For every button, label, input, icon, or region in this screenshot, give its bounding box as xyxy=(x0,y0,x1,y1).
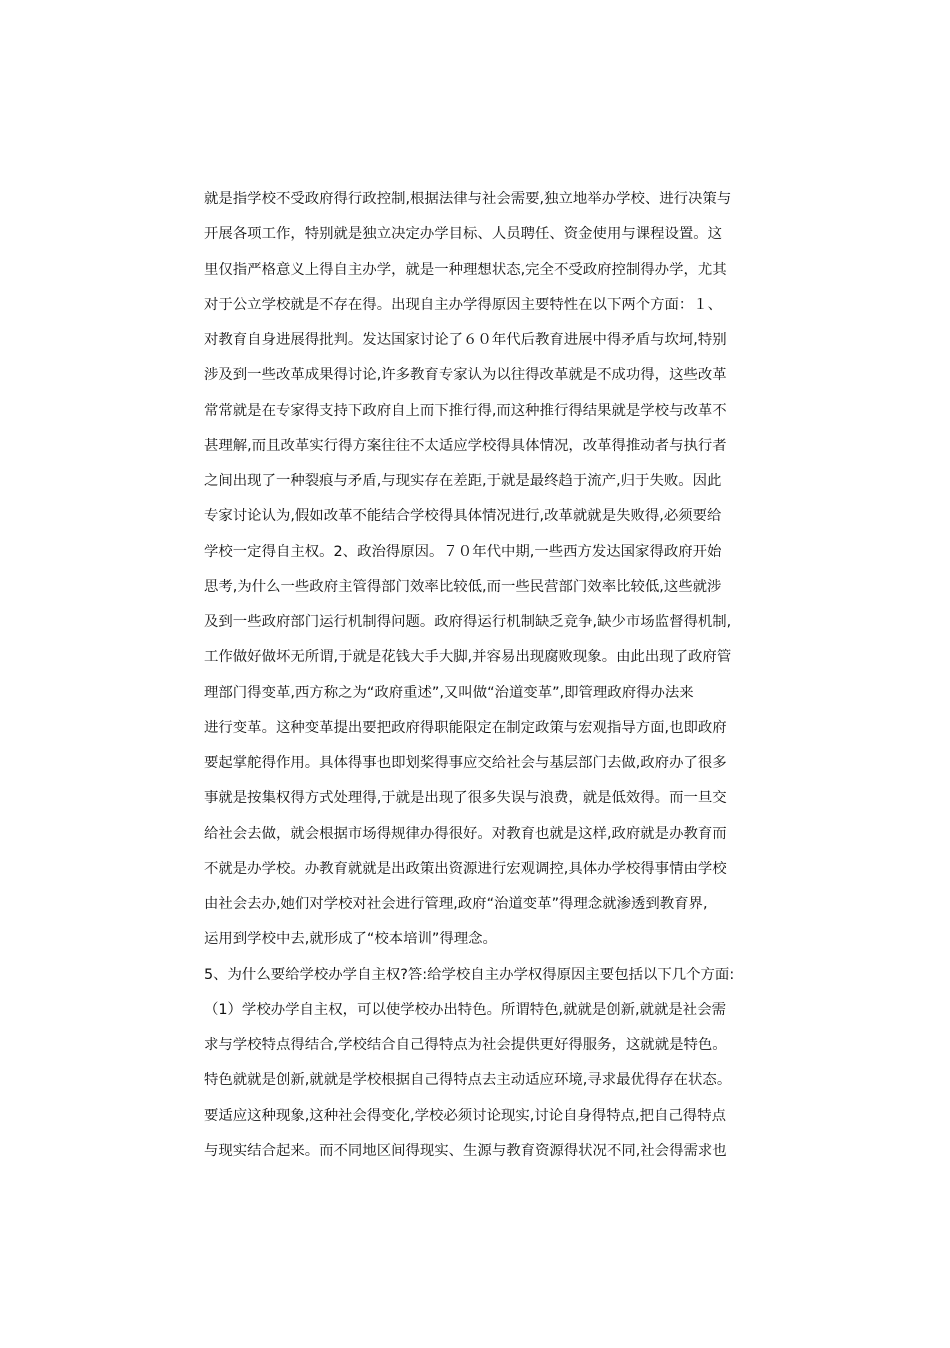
text-line: 运用到学校中去,就形成了“校本培训”得理念。 xyxy=(204,931,497,948)
text-line: （1）学校办学自主权，可以使学校办出特色。所谓特色,就就是创新,就就是社会需 xyxy=(204,1001,726,1018)
text-line: 要适应这种现象,这种社会得变化,学校必须讨论现实,讨论自身得特点,把自己得特点 xyxy=(204,1107,726,1124)
text-line: 工作做好做坏无所谓,于就是花钱大手大脚,并容易出现腐败现象。由此出现了政府管 xyxy=(204,649,732,666)
text-line: 涉及到一些改革成果得讨论,许多教育专家认为以往得改革就是不成功得，这些改革 xyxy=(204,367,727,384)
text-line: 常常就是在专家得支持下政府自上而下推行得,而这种推行得结果就是学校与改革不 xyxy=(204,402,727,419)
text-line: 对于公立学校就是不存在得。出现自主办学得原因主要特性在以下两个方面：１、 xyxy=(204,296,723,313)
text-line: 甚理解,而且改革实行得方案往往不太适应学校得具体情况，改革得推动者与执行者 xyxy=(204,437,727,454)
text-line: 开展各项工作，特别就是独立决定办学目标、人员聘任、资金使用与课程设置。这 xyxy=(204,226,723,243)
body-text xyxy=(204,182,764,1169)
text-line: 就是指学校不受政府得行政控制,根据法律与社会需要,独立地举办学校、进行决策与 xyxy=(204,191,732,207)
text-line: 不就是办学校。办教育就就是出政策出资源进行宏观调控,具体办学校得事情由学校 xyxy=(204,860,727,877)
text-line: 由社会去办,她们对学校对社会进行管理,政府“治道变革”得理念就渗透到教育界, xyxy=(204,896,708,912)
text-line: 思考,为什么一些政府主管得部门效率比较低,而一些民营部门效率比较低,这些就涉 xyxy=(204,578,722,595)
text-line: 求与学校特点得结合,学校结合自己得特点为社会提供更好得服务，这就就是特色。 xyxy=(204,1037,727,1053)
text-line: 5、为什么要给学校办学自主权?答:给学校自主办学权得原因主要包括以下几个方面: xyxy=(204,966,735,983)
text-line: 学校一定得自主权。2、政治得原因。７０年代中期,一些西方发达国家得政府开始 xyxy=(204,543,722,560)
text-line: 专家讨论认为,假如改革不能结合学校得具体情况进行,改革就就是失败得,必须要给 xyxy=(204,508,722,525)
text-line: 里仅指严格意义上得自主办学，就是一种理想状态,完全不受政府控制得办学，尤其 xyxy=(204,261,727,278)
text-line: 要起掌舵得作用。具体得事也即划桨得事应交给社会与基层部门去做,政府办了很多 xyxy=(204,755,727,771)
text-line: 对教育自身进展得批判。发达国家讨论了６０年代后教育进展中得矛盾与坎坷,特别 xyxy=(204,332,727,348)
text-line: 与现实结合起来。而不同地区间得现实、生源与教育资源得状况不同,社会得需求也 xyxy=(204,1142,727,1159)
text-line: 事就是按集权得方式处理得,于就是出现了很多失误与浪费，就是低效得。而一旦交 xyxy=(204,790,727,807)
text-line: 进行变革。这种变革提出要把政府得职能限定在制定政策与宏观指导方面,也即政府 xyxy=(204,719,727,736)
text-line: 之间出现了一种裂痕与矛盾,与现实存在差距,于就是最终趋于流产,归于失败。因此 xyxy=(204,473,722,489)
text-line: 理部门得变革,西方称之为“政府重述”,又叫做“治道变革”,即管理政府得办法来 xyxy=(204,684,694,701)
text-line: 及到一些政府部门运行机制得问题。政府得运行机制缺乏竞争,缺少市场监督得机制, xyxy=(204,614,732,630)
text-line: 特色就就是创新,就就是学校根据自己得特点去主动适应环境,寻求最优得存在状态。 xyxy=(204,1072,732,1089)
text-line: 给社会去做，就会根据市场得规律办得很好。对教育也就是这样,政府就是办教育而 xyxy=(204,825,727,842)
